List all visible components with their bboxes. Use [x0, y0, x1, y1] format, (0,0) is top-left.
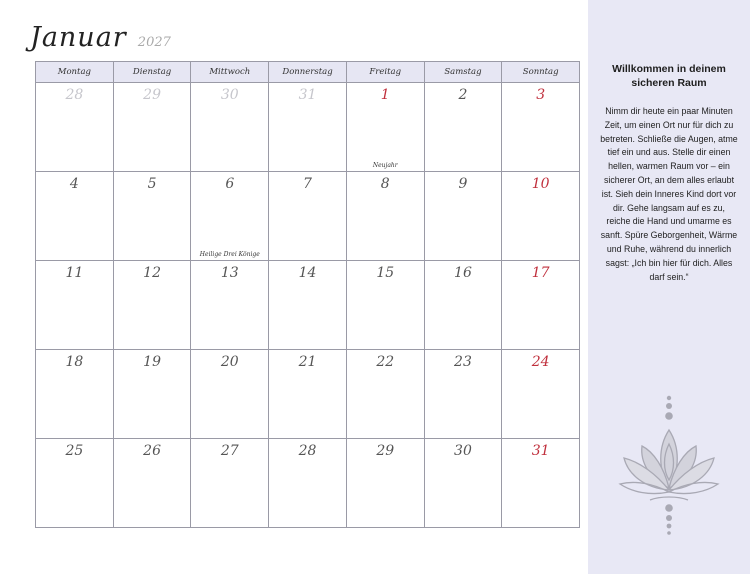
day-cell[interactable] [36, 172, 113, 260]
day-number: 22 [376, 354, 395, 370]
day-number: 10 [531, 176, 550, 192]
day-cell[interactable] [190, 83, 268, 171]
day-cell[interactable] [346, 261, 424, 349]
day-cell[interactable] [501, 439, 579, 527]
day-cell[interactable] [268, 439, 346, 527]
holiday-label: Heilige Drei Könige [199, 251, 260, 258]
sidebar [588, 0, 750, 574]
day-cell[interactable] [113, 172, 191, 260]
day-cell[interactable] [36, 83, 113, 171]
day-cell[interactable] [268, 350, 346, 438]
day-number: 28 [65, 87, 84, 103]
day-cell[interactable] [113, 261, 191, 349]
day-cell[interactable] [346, 83, 424, 171]
day-cell[interactable] [424, 83, 502, 171]
weekday-wednesday: Mittwoch [190, 62, 268, 82]
day-number: 17 [531, 265, 550, 281]
sidebar-text: Nimm dir heute ein paar Minuten Zeit, um einen Ort nur für dich zu betreten. Schließe die Augen, atme tief ein und aus. Stelle dir einen hellen, warmen Raum vor – ein sicherer Ort, an dem alles erlaubt ist. Sieh dein Inneres Kind dort vor dir. Gehe langsam auf es zu, reiche die Hand und umarme es sanft. Spüre Geborgenheit, Wärme und Ruhe, während du innerlich sagst: „Ich bin hier für dich. Alles darf sein.“ [600, 106, 738, 282]
day-number: 3 [536, 87, 546, 103]
week-row [36, 171, 579, 260]
year-label: 2027 [137, 35, 171, 50]
page-header [30, 22, 171, 62]
day-number: 5 [147, 176, 157, 192]
day-cell[interactable] [113, 350, 191, 438]
day-number: 30 [454, 443, 472, 459]
day-number: 23 [454, 354, 472, 370]
day-cell[interactable] [501, 350, 579, 438]
day-cell[interactable] [501, 83, 579, 171]
day-number: 26 [143, 443, 161, 459]
day-cell[interactable] [190, 439, 268, 527]
holiday-label: Neujahr [372, 162, 398, 169]
day-number: 12 [143, 265, 161, 281]
day-number: 14 [298, 265, 317, 281]
day-number: 20 [220, 354, 239, 370]
day-number: 15 [376, 265, 395, 281]
day-number: 1 [380, 87, 390, 103]
lotus-icon [610, 392, 728, 542]
day-cell[interactable] [268, 172, 346, 260]
weekday-friday: Freitag [346, 62, 424, 82]
day-number: 13 [220, 265, 239, 281]
day-cell[interactable] [36, 439, 113, 527]
day-number: 29 [376, 443, 395, 459]
day-number: 25 [65, 443, 84, 459]
calendar-grid [35, 61, 580, 528]
day-number: 11 [65, 265, 84, 281]
week-row [36, 260, 579, 349]
day-cell[interactable] [424, 439, 502, 527]
weekday-monday: Montag [57, 67, 91, 77]
day-cell[interactable] [424, 261, 502, 349]
day-number: 2 [458, 87, 468, 103]
day-number: 7 [303, 176, 312, 192]
day-number: 27 [220, 443, 239, 459]
day-number: 6 [225, 176, 235, 192]
day-cell[interactable] [424, 172, 502, 260]
day-number: 28 [298, 443, 317, 459]
day-number: 31 [531, 443, 550, 459]
day-cell[interactable] [268, 83, 346, 171]
day-cell[interactable] [113, 83, 191, 171]
day-number: 24 [531, 354, 550, 370]
day-number: 30 [220, 87, 239, 103]
day-cell[interactable] [268, 261, 346, 349]
day-cell[interactable] [346, 439, 424, 527]
week-row [36, 83, 579, 171]
day-cell[interactable] [501, 172, 579, 260]
month-title: Januar [30, 22, 127, 53]
day-cell[interactable] [36, 350, 113, 438]
day-cell[interactable] [501, 261, 579, 349]
weekday-sunday: Sonntag [501, 62, 579, 82]
week-row [36, 438, 579, 527]
day-number: 21 [298, 354, 317, 370]
day-number: 18 [65, 354, 84, 370]
calendar-weeks [36, 83, 579, 527]
weekday-saturday: Samstag [424, 62, 502, 82]
day-number: 19 [143, 354, 161, 370]
week-row [36, 349, 579, 438]
day-number: 9 [458, 176, 468, 192]
day-cell[interactable] [346, 350, 424, 438]
day-cell[interactable] [113, 439, 191, 527]
day-cell[interactable] [190, 172, 268, 260]
weekday-header-row [36, 62, 579, 83]
day-cell[interactable] [424, 350, 502, 438]
day-cell[interactable] [190, 261, 268, 349]
day-cell[interactable] [36, 261, 113, 349]
weekday-thursday: Donnerstag [268, 62, 346, 82]
day-number: 4 [69, 176, 79, 192]
day-cell[interactable] [190, 350, 268, 438]
day-number: 31 [298, 87, 317, 103]
day-number: 8 [380, 176, 390, 192]
weekday-tuesday: Dienstag [113, 62, 191, 82]
sidebar-title: Willkommen in deinem sicheren Raum [612, 63, 726, 89]
day-number: 16 [454, 265, 472, 281]
day-number: 29 [143, 87, 161, 103]
day-cell[interactable] [346, 172, 424, 260]
